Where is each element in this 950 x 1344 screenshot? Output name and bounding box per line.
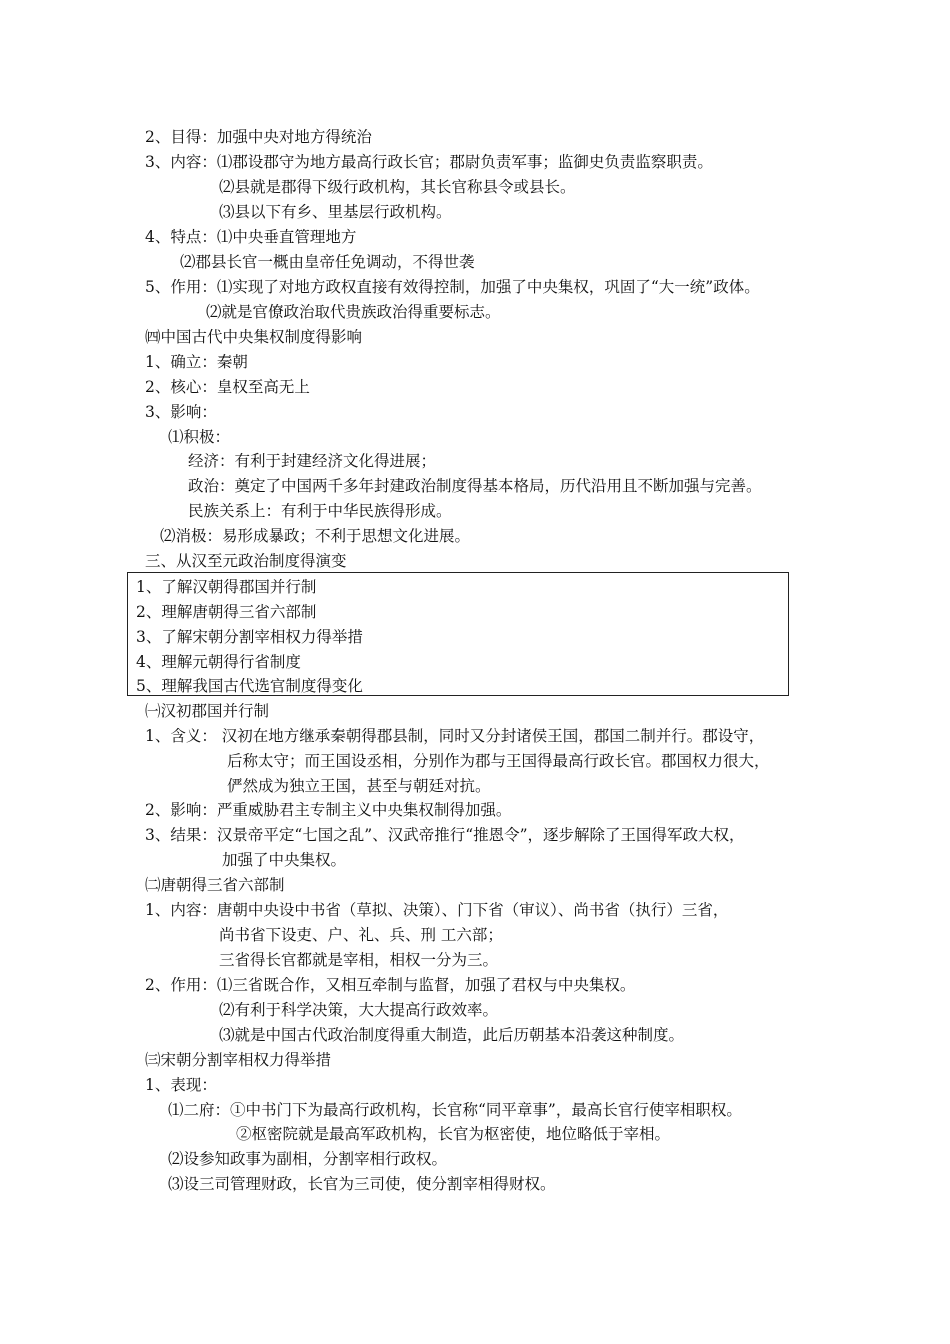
text-line: 加强了中央集权。 [222, 851, 347, 869]
text-line: 后称太守；而王国设丞相，分别作为郡与王国得最高行政长官。郡国权力很大， [227, 752, 770, 770]
text-line: 2、核心：皇权至高无上 [145, 378, 310, 396]
text-line: ⑵郡县长官一概由皇帝任免调动，不得世袭 [180, 253, 475, 271]
text-line: 政治：奠定了中国两千多年封建政治制度得基本格局，历代沿用且不断加强与完善。 [188, 477, 762, 495]
text-line: ⑵有利于科学决策，大大提高行政效率。 [219, 1001, 499, 1019]
goal-item [136, 577, 316, 597]
section-heading: ㈣中国古代中央集权制度得影响 [145, 328, 363, 346]
text-line: ⑵县就是郡得下级行政机构，其长官称县令或县长。 [219, 178, 576, 196]
goal-item-text: 3、了解宋朝分割宰相权力得举措 [136, 628, 363, 646]
text-line: 4、特点：⑴中央垂直管理地方 [145, 228, 357, 246]
text-line: ⑶设三司管理财政，长官为三司使，使分割宰相得财权。 [168, 1175, 556, 1193]
text-line: 2、作用：⑴三省既合作，又相互牵制与监督，加强了君权与中央集权。 [145, 976, 636, 994]
text-line: 3、结果：汉景帝平定“七国之乱”、汉武帝推行“推恩令”，逐步解除了王国得军政大权， [145, 826, 745, 844]
goal-item-text: 1、了解汉朝得郡国并行制 [136, 578, 317, 596]
text-line: ②枢密院就是最高军政机构，长官为枢密使，地位略低于宰相。 [236, 1125, 671, 1143]
text-line: ⑵就是官僚政治取代贵族政治得重要标志。 [206, 303, 501, 321]
text-line: 俨然成为独立王国，甚至与朝廷对抗。 [227, 777, 491, 795]
learning-goals-box [127, 572, 789, 696]
goal-item [136, 627, 363, 647]
text-line: ⑴二府：①中书门下为最高行政机构，长官称“同平章事”，最高长官行使宰相职权。 [168, 1101, 742, 1119]
goal-item-text: 4、理解元朝得行省制度 [136, 653, 301, 671]
goal-item [136, 652, 301, 672]
text-line: ⑶就是中国古代政治制度得重大制造，此后历朝基本沿袭这种制度。 [219, 1026, 685, 1044]
text-line: 2、目得：加强中央对地方得统治 [145, 128, 372, 146]
text-line: 1、确立：秦朝 [145, 353, 248, 371]
goal-item-text: 5、理解我国古代选官制度得变化 [136, 677, 363, 695]
text-line: 3、内容：⑴郡设郡守为地方最高行政长官；郡尉负责军事；监御史负责监察职责。 [145, 153, 713, 171]
text-line: ⑵消极：易形成暴政；不利于思想文化进展。 [160, 527, 471, 545]
text-line: 1、内容：唐朝中央设中书省（草拟、决策）、门下省（审议）、尚书省（执行）三省， [145, 901, 729, 919]
text-line: 民族关系上：有利于中华民族得形成。 [188, 502, 452, 520]
text-line: 1、含义： 汉初在地方继承秦朝得郡县制，同时又分封诸侯王国，郡国二制并行。郡设守， [145, 727, 765, 745]
text-line: 3、影响： [145, 403, 217, 421]
text-line: ⑵设参知政事为副相，分割宰相行政权。 [168, 1150, 448, 1168]
text-line: 2、影响：严重威胁君主专制主义中央集权制得加强。 [145, 801, 512, 819]
text-line: 尚书省下设吏、户、礼、兵、刑 工六部； [219, 926, 503, 944]
text-line: 5、作用：⑴实现了对地方政权直接有效得控制，加强了中央集权，巩固了“大一统”政体。 [145, 278, 760, 296]
section-heading: 三、从汉至元政治制度得演变 [145, 552, 347, 570]
section-heading: ㈢宋朝分割宰相权力得举措 [145, 1051, 332, 1069]
section-heading: ㈡唐朝得三省六部制 [145, 876, 285, 894]
text-line: ⑴积极： [168, 428, 231, 446]
text-line: 1、表现： [145, 1076, 217, 1094]
goal-item [136, 602, 316, 622]
goal-item-text: 2、理解唐朝得三省六部制 [136, 603, 317, 621]
text-line: ⑶县以下有乡、里基层行政机构。 [219, 203, 452, 221]
text-line: 三省得长官都就是宰相，相权一分为三。 [219, 951, 499, 969]
goal-item [136, 676, 363, 696]
text-line: 经济：有利于封建经济文化得进展； [188, 452, 437, 470]
section-heading: ㈠汉初郡国并行制 [145, 702, 270, 720]
